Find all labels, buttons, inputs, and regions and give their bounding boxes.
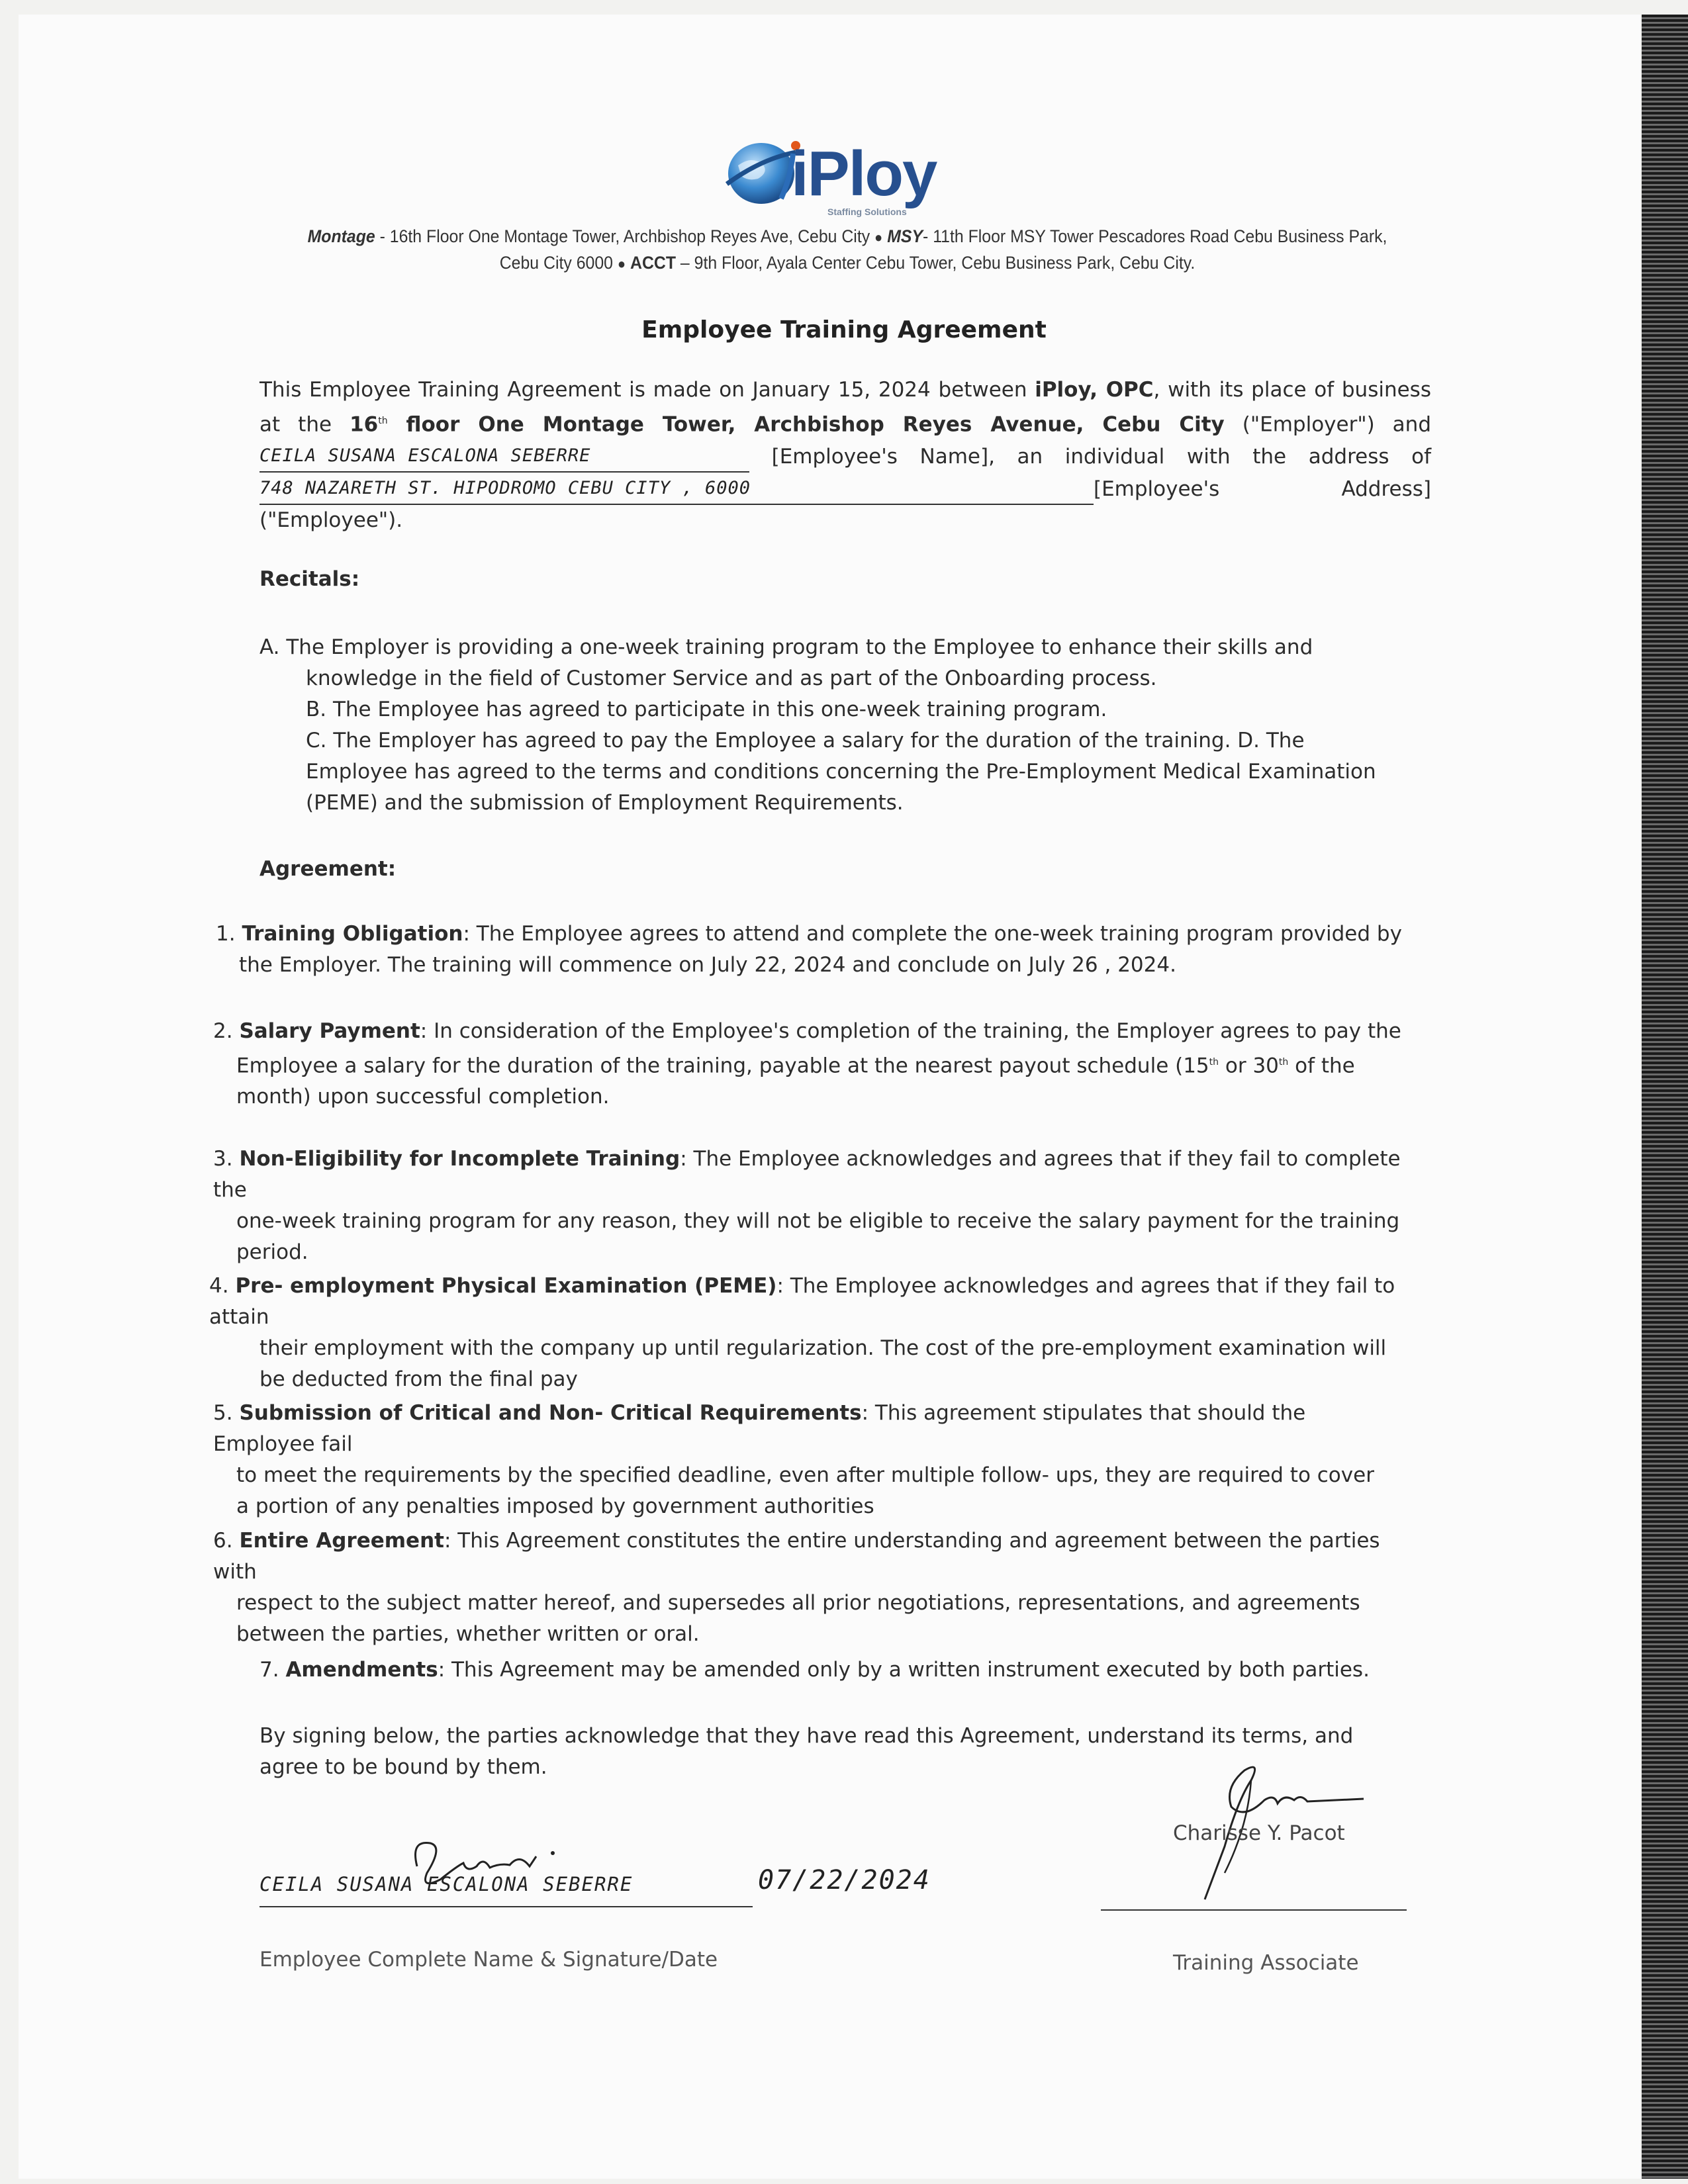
bullet-icon: ●	[874, 229, 883, 246]
item-term: Training Obligation	[242, 922, 463, 946]
item-term: Salary Payment	[239, 1019, 420, 1043]
item-term: Entire Agreement	[239, 1529, 444, 1553]
recital-a: A. The Employer is providing a one-week training program to the Employee to enhance their skills and	[259, 635, 1313, 659]
recital-c-cont: (PEME) and the submission of Employment Requirements.	[306, 791, 904, 815]
recital-b: B. The Employee has agreed to participate in this one-week training program.	[306, 698, 1107, 721]
intro-text: This Employee Training Agreement is made on January 15, 2024 between	[259, 378, 1035, 402]
logo-wordmark: iPloy	[791, 138, 937, 209]
item-text: period.	[236, 1240, 308, 1264]
item-number: 4.	[209, 1274, 229, 1298]
closing-line: agree to be bound by them.	[259, 1755, 547, 1779]
agreement-item-4	[209, 1271, 1434, 1395]
item-number: 7.	[259, 1658, 279, 1682]
intro-text: ("Employer") and	[1224, 412, 1432, 437]
city-line: Cebu City 6000	[499, 253, 618, 273]
item-text: or 30	[1219, 1054, 1279, 1078]
item-number: 6.	[213, 1529, 233, 1553]
business-location: floor One Montage Tower, Archbishop Reyes Avenue, Cebu City	[387, 412, 1225, 437]
item-term: Non-Eligibility for Incomplete Training	[239, 1147, 680, 1171]
item-text: : This Agreement may be amended only by a written instrument executed by both parties.	[438, 1658, 1370, 1682]
item-text: : The Employee agrees to attend and complete the one-week training program provided by	[463, 922, 1402, 946]
associate-signature-caption: Training Associate	[1173, 1951, 1359, 1975]
company-name: iPloy, OPC	[1035, 378, 1154, 402]
intro-paragraph	[259, 375, 1431, 536]
item-text: of the	[1288, 1054, 1355, 1078]
item-text: : This Agreement constitutes the entire understanding and agreement between the parties with	[213, 1529, 1380, 1584]
item-number: 2.	[213, 1019, 233, 1043]
recital-a-cont: knowledge in the field of Customer Service and as part of the Onboarding process.	[306, 666, 1157, 690]
item-number: 5.	[213, 1401, 233, 1425]
item-term: Pre- employment Physical Examination (PEME)	[235, 1274, 777, 1298]
employee-name-handwritten: CEILA SUSANA ESCALONA SEBERRE	[259, 1873, 633, 1895]
floor-suffix: th	[378, 416, 388, 426]
item-text: the Employer. The training will commence on July 22, 2024 and conclude on July 26 , 2024.	[239, 953, 1176, 977]
item-number: 3.	[213, 1147, 233, 1171]
montage-address: - 16th Floor One Montage Tower, Archbishop Reyes Ave, Cebu City	[375, 226, 875, 246]
ordinal-suffix: th	[1278, 1057, 1289, 1068]
item-text: respect to the subject matter hereof, and supersedes all prior negotiations, representations, and agreements	[236, 1591, 1360, 1615]
associate-name: Charisse Y. Pacot	[1173, 1821, 1345, 1845]
item-text: Employee a salary for the duration of the training, payable at the nearest payout schedule (15	[236, 1054, 1209, 1078]
item-text-line	[213, 1047, 1411, 1081]
item-term: Submission of Critical and Non- Critical Requirements	[239, 1401, 862, 1425]
item-text: month) upon successful completion.	[236, 1085, 610, 1109]
employee-signature-caption: Employee Complete Name & Signature/Date	[259, 1948, 718, 1972]
item-term: Amendments	[285, 1658, 438, 1682]
item-text: : This agreement stipulates that should the Employee fail	[213, 1401, 1306, 1456]
closing-line: By signing below, the parties acknowledge that they have read this Agreement, understand its terms, and	[259, 1724, 1354, 1748]
msy-label: MSY	[887, 226, 923, 246]
item-text: : The Employee acknowledges and agrees that if they fail to attain	[209, 1274, 1395, 1329]
intro-text: , with its place of business at the	[259, 378, 1431, 437]
acct-label: ACCT	[630, 253, 677, 273]
item-text: to meet the requirements by the specified deadline, even after multiple follow- ups, they are required to cover	[236, 1463, 1374, 1487]
item-text: one-week training program for any reason, they will not be eligible to receive the salary payment for the training	[236, 1209, 1400, 1233]
montage-label: Montage	[307, 226, 375, 246]
employee-address-field: 748 NAZARETH ST. HIPODROMO CEBU CITY , 6000	[259, 473, 1094, 505]
employee-date-handwritten: 07/22/2024	[758, 1865, 931, 1895]
recital-c: C. The Employer has agreed to pay the Employee a salary for the duration of the training. D. The	[306, 729, 1305, 752]
bullet-icon: ●	[617, 255, 626, 272]
item-text: : In consideration of the Employee's completion of the training, the Employer agrees to pay the	[420, 1019, 1401, 1043]
employee-signature-line	[259, 1906, 753, 1907]
item-text: between the parties, whether written or oral.	[236, 1622, 700, 1646]
employee-name-field: CEILA SUSANA ESCALONA SEBERRE	[259, 440, 749, 473]
agreement-item-5	[213, 1398, 1411, 1522]
recitals-heading: Recitals:	[259, 567, 360, 591]
recital-c-cont: Employee has agreed to the terms and conditions concerning the Pre-Employment Medical Examination	[306, 760, 1376, 784]
agreement-item-6	[213, 1525, 1411, 1650]
item-text: : The Employee acknowledges and agrees that if they fail to complete the	[213, 1147, 1401, 1202]
item-text: a portion of any penalties imposed by government authorities	[236, 1494, 874, 1518]
letterhead-address	[299, 224, 1395, 277]
agreement-item-3	[213, 1144, 1411, 1268]
intro-text: [Employee's Address] ("Employee").	[259, 477, 1431, 533]
associate-signature-line	[1101, 1909, 1407, 1911]
item-text: their employment with the company up until regularization. The cost of the pre-employment examination will	[259, 1336, 1387, 1360]
item-text: be deducted from the final pay	[259, 1367, 578, 1391]
intro-text: [Employee's Name], an individual with the address of	[749, 445, 1431, 469]
agreement-item-1	[216, 919, 1414, 981]
ordinal-suffix: th	[1209, 1057, 1219, 1068]
document-title: Employee Training Agreement	[641, 316, 1047, 343]
logo-subtext: Staffing Solutions	[827, 206, 907, 217]
agreement-item-7	[259, 1655, 1458, 1686]
floor-number: 16	[350, 412, 379, 437]
agreement-heading: Agreement:	[259, 857, 397, 881]
acct-address: – 9th Floor, Ayala Center Cebu Tower, Cebu Business Park, Cebu City.	[676, 253, 1196, 273]
agreement-item-2	[213, 1016, 1411, 1113]
msy-address: - 11th Floor MSY Tower Pescadores Road Cebu Business Park,	[923, 226, 1387, 246]
item-number: 1.	[216, 922, 236, 946]
